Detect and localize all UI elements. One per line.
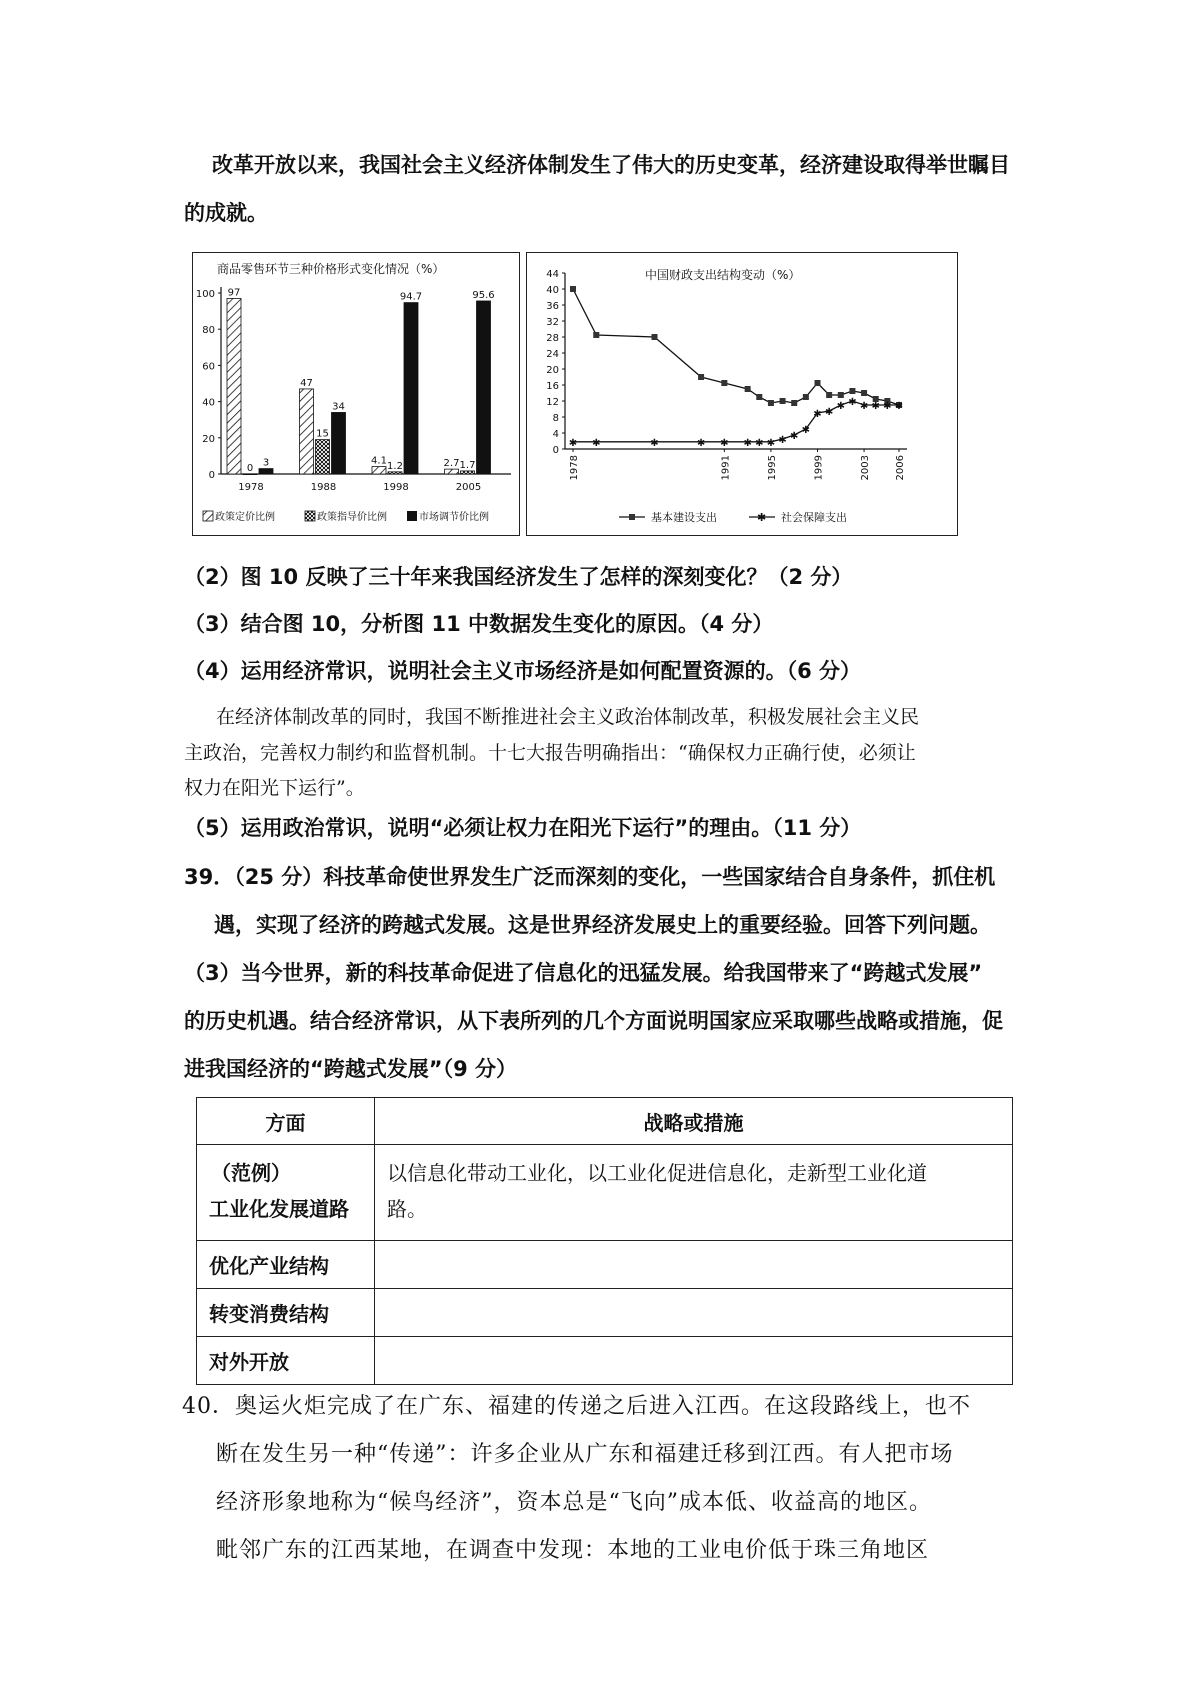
point-social-security: ✱ bbox=[883, 401, 892, 412]
point-social-security: ✱ bbox=[778, 435, 787, 446]
bar-2005-series-2 bbox=[477, 301, 491, 474]
paragraph-line-1: 在经济体制改革的同时，我国不断推进社会主义政治体制改革，积极发展社会主义民 bbox=[216, 706, 920, 728]
legend-label-social-security: 社会保障支出 bbox=[781, 511, 847, 524]
line-y-tick-label: 36 bbox=[546, 301, 559, 312]
bar-1988-series-0 bbox=[300, 389, 314, 474]
answer-cell[interactable] bbox=[375, 1337, 1013, 1385]
figure-10-legend bbox=[203, 510, 489, 523]
question-2: （2）图 10 反映了三十年来我国经济发生了怎样的深刻变化？（2 分） bbox=[184, 565, 853, 589]
question-39-3-line-1: （3）当今世界，新的科技革命促进了信息化的迅猛发展。给我国带来了“跨越式发展” bbox=[184, 961, 983, 985]
bar-data-label: 3 bbox=[262, 457, 270, 469]
answer-cell[interactable] bbox=[375, 1241, 1013, 1289]
figure-11-line-chart bbox=[526, 252, 958, 536]
question-40-line-4: 毗邻广东的江西某地，在调查中发现：本地的工业电价低于珠三角地区 bbox=[216, 1538, 930, 1563]
point-social-security: ✱ bbox=[755, 437, 764, 449]
figure-11-title: 中国财政支出结构变动（%） bbox=[645, 268, 801, 282]
figure-11-legend bbox=[619, 510, 847, 524]
bar-category-label: 1988 bbox=[310, 482, 337, 493]
bar-1978-series-0 bbox=[227, 298, 241, 474]
line-y-tick-label: 4 bbox=[552, 429, 559, 440]
point-social-security: ✱ bbox=[859, 401, 869, 412]
header-strategy: 战略或措施 bbox=[375, 1098, 1013, 1145]
line-y-tick-label: 20 bbox=[546, 365, 559, 376]
point-construction bbox=[780, 398, 786, 404]
line-x-tick-label: 1978 bbox=[569, 455, 580, 481]
question-39-line-2: 遇，实现了经济的跨越式发展。这是世界经济发展史上的重要经验。回答下列问题。 bbox=[214, 913, 991, 937]
bar-y-tick-label: 60 bbox=[202, 361, 215, 373]
point-social-security: ✱ bbox=[894, 401, 904, 412]
bar-1998-series-1 bbox=[388, 472, 402, 474]
table-row bbox=[197, 1337, 1013, 1385]
bar-data-label: 4.1 bbox=[371, 455, 387, 467]
point-social-security: ✱ bbox=[696, 437, 706, 449]
aspect-cell: 优化产业结构 bbox=[197, 1241, 375, 1289]
bar-data-label: 15 bbox=[316, 428, 329, 440]
example-tag: （范例） bbox=[211, 1161, 291, 1185]
bar-1998-series-2 bbox=[404, 303, 418, 474]
bar-data-label: 95.6 bbox=[472, 289, 495, 301]
point-construction bbox=[791, 400, 797, 406]
bar-data-label: 47 bbox=[300, 377, 313, 389]
point-social-security: ✱ bbox=[766, 437, 776, 449]
line-y-tick-label: 44 bbox=[546, 269, 559, 280]
example-strategy-cell bbox=[375, 1145, 1013, 1241]
bar-y-tick-label: 20 bbox=[202, 433, 215, 445]
point-social-security: ✱ bbox=[836, 401, 845, 412]
table-header-row bbox=[197, 1098, 1013, 1145]
table-row-example bbox=[197, 1145, 1013, 1241]
header-aspect: 方面 bbox=[197, 1098, 375, 1145]
strategy-table bbox=[196, 1097, 1013, 1385]
example-strategy-line-2: 路。 bbox=[387, 1197, 427, 1221]
question-5: （5）运用政治常识，说明“必须让权力在阳光下运行”的理由。（11 分） bbox=[184, 816, 862, 840]
bar-category-label: 1978 bbox=[238, 482, 264, 493]
series-line-construction bbox=[573, 289, 899, 405]
bar-category-label: 1998 bbox=[383, 482, 409, 493]
bar-2005-series-1 bbox=[461, 471, 475, 474]
point-construction bbox=[826, 392, 832, 398]
legend-swatch-policy-price bbox=[203, 511, 213, 521]
paragraph-line-3: 权力在阳光下运行”。 bbox=[184, 777, 365, 799]
point-social-security: ✱ bbox=[790, 431, 799, 442]
legend-label-policy-price: 政策定价比例 bbox=[215, 512, 275, 523]
point-construction bbox=[768, 400, 774, 406]
point-social-security: ✱ bbox=[650, 437, 659, 449]
legend-marker-construction bbox=[629, 514, 635, 520]
line-y-tick-label: 40 bbox=[546, 285, 559, 296]
intro-line-2: 的成就。 bbox=[184, 201, 268, 225]
bar-y-tick-label: 100 bbox=[195, 289, 215, 300]
point-social-security: ✱ bbox=[813, 409, 822, 420]
bar-data-label: 94.7 bbox=[399, 291, 423, 303]
line-x-tick-label: 2006 bbox=[895, 455, 906, 481]
legend-swatch-guided-price bbox=[305, 511, 315, 521]
bar-1998-series-0 bbox=[372, 467, 386, 474]
point-construction bbox=[861, 390, 867, 396]
line-y-tick-label: 16 bbox=[546, 381, 559, 392]
legend-label-guided-price: 政策指导价比例 bbox=[317, 512, 387, 523]
question-40-line-1: 40．奥运火炬完成了在广东、福建的传递之后进入江西。在这段路线上，也不 bbox=[182, 1394, 971, 1419]
line-y-tick-label: 24 bbox=[546, 349, 559, 360]
line-x-tick-label: 2003 bbox=[860, 455, 872, 481]
aspect-cell: 对外开放 bbox=[197, 1337, 375, 1385]
intro-line-1: 改革开放以来，我国社会主义经济体制发生了伟大的历史变革，经济建设取得举世瞩目 bbox=[212, 153, 1010, 177]
figure-10-bar-chart bbox=[192, 252, 520, 536]
point-social-security: ✱ bbox=[568, 437, 578, 449]
bar-y-tick-label: 40 bbox=[202, 397, 215, 409]
point-construction bbox=[803, 394, 809, 400]
table-row bbox=[197, 1289, 1013, 1337]
point-social-security: ✱ bbox=[824, 407, 834, 418]
answer-cell[interactable] bbox=[375, 1289, 1013, 1337]
point-social-security: ✱ bbox=[743, 437, 752, 449]
legend-label-construction: 基本建设支出 bbox=[651, 511, 717, 524]
point-construction bbox=[570, 286, 576, 292]
point-social-security: ✱ bbox=[801, 425, 811, 436]
bar-data-label: 1.7 bbox=[459, 459, 476, 471]
line-y-tick-label: 0 bbox=[552, 445, 559, 456]
legend-marker-social-security: ✱ bbox=[757, 511, 767, 524]
point-construction bbox=[756, 394, 762, 400]
point-social-security: ✱ bbox=[848, 397, 857, 408]
example-aspect: 工业化发展道路 bbox=[209, 1197, 349, 1221]
line-x-tick-label: 1999 bbox=[813, 455, 825, 481]
bar-data-label: 0 bbox=[246, 463, 254, 474]
bar-1988-series-2 bbox=[332, 412, 346, 474]
point-social-security: ✱ bbox=[720, 437, 729, 449]
figure-10-svg bbox=[193, 253, 519, 535]
point-construction bbox=[849, 388, 855, 394]
point-construction bbox=[652, 334, 658, 340]
legend-label-market-price: 市场调节价比例 bbox=[419, 512, 489, 523]
bar-data-label: 34 bbox=[332, 401, 345, 413]
bar-data-label: 2.7 bbox=[443, 458, 460, 470]
question-3: （3）结合图 10，分析图 11 中数据发生变化的原因。（4 分） bbox=[184, 612, 774, 636]
question-39-3-line-3: 进我国经济的“跨越式发展”（9 分） bbox=[184, 1057, 518, 1081]
question-40-line-2: 断在发生另一种“传递”：许多企业从广东和福建迁移到江西。有人把市场 bbox=[216, 1442, 954, 1467]
figure-11-svg bbox=[527, 253, 957, 535]
bar-1978-series-2 bbox=[259, 469, 273, 474]
line-y-tick-label: 28 bbox=[546, 333, 559, 344]
line-y-tick-label: 32 bbox=[546, 317, 559, 328]
point-construction bbox=[815, 380, 821, 386]
table-row bbox=[197, 1241, 1013, 1289]
point-construction bbox=[721, 380, 727, 386]
bar-category-label: 2005 bbox=[455, 482, 482, 493]
point-construction bbox=[698, 374, 704, 380]
bar-1978-series-1 bbox=[243, 474, 257, 475]
bar-1988-series-1 bbox=[316, 440, 330, 474]
bar-y-tick-label: 80 bbox=[202, 325, 215, 337]
question-40-line-3: 经济形象地称为“候鸟经济”，资本总是“飞向”成本低、收益高的地区。 bbox=[216, 1490, 932, 1515]
line-y-tick-label: 8 bbox=[552, 413, 559, 424]
aspect-cell: 转变消费结构 bbox=[197, 1289, 375, 1337]
bar-data-label: 1.2 bbox=[387, 460, 403, 472]
point-social-security: ✱ bbox=[592, 437, 601, 449]
example-strategy-line-1: 以信息化带动工业化，以工业化促进信息化，走新型工业化道 bbox=[387, 1161, 927, 1185]
paragraph-line-2: 主政治，完善权力制约和监督机制。十七大报告明确指出：“确保权力正确行使，必须让 bbox=[184, 742, 916, 764]
line-x-tick-label: 1995 bbox=[766, 455, 778, 481]
bar-2005-series-0 bbox=[445, 469, 459, 474]
question-39-line-1: 39．（25 分）科技革命使世界发生广泛而深刻的变化，一些国家结合自身条件，抓住机 bbox=[184, 865, 996, 889]
point-construction bbox=[593, 332, 599, 338]
question-39-3-line-2: 的历史机遇。结合经济常识，从下表所列的几个方面说明国家应采取哪些战略或措施，促 bbox=[184, 1009, 1003, 1033]
bar-data-label: 97 bbox=[227, 287, 241, 299]
legend-swatch-market-price bbox=[407, 511, 417, 521]
question-4: （4）运用经济常识，说明社会主义市场经济是如何配置资源的。（6 分） bbox=[184, 659, 862, 683]
line-y-tick-label: 12 bbox=[546, 397, 559, 408]
point-social-security: ✱ bbox=[871, 401, 880, 412]
example-aspect-cell bbox=[197, 1145, 375, 1241]
figure-10-title: 商品零售环节三种价格形式变化情况（%） bbox=[217, 262, 445, 276]
point-construction bbox=[838, 392, 844, 398]
bar-y-tick-label: 0 bbox=[208, 470, 215, 481]
point-construction bbox=[745, 386, 751, 392]
line-x-tick-label: 1991 bbox=[720, 455, 732, 481]
